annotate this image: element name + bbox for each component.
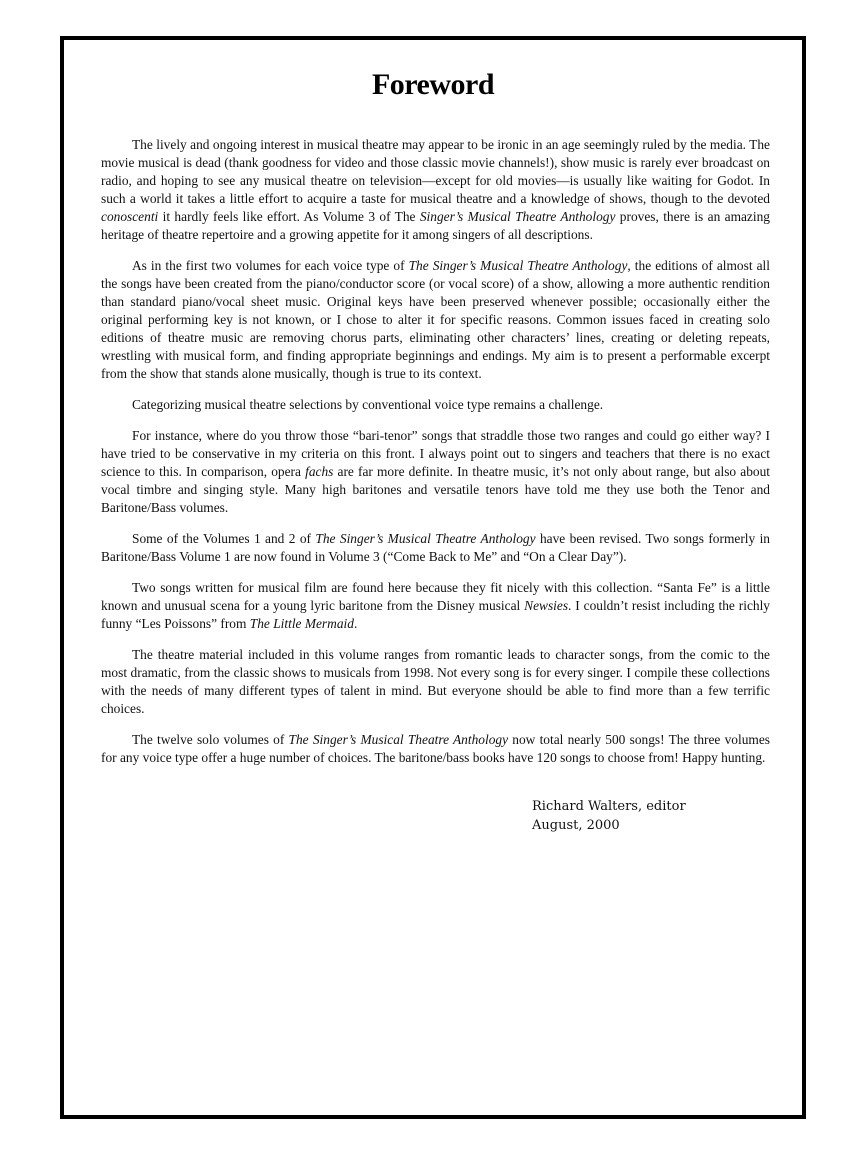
italic-text: Singer’s Musical Theatre Anthology: [419, 209, 616, 224]
page-title: Foreword: [371, 68, 495, 101]
text-run: it hardly feels like effort. As Volume 3 of The: [158, 209, 420, 224]
signature-name: Richard Walters, editor: [532, 799, 686, 814]
foreword-body: [101, 136, 770, 767]
text-run: The theatre material included in this volume ranges from romantic leads to character songs, from the comic to the most dramatic, from the classic shows to musicals from 1998. Not every song is for every singer. I compile these collections with the needs of many different types of talent in mind. But everyone should be able to find more than a few terrific choices.: [101, 647, 770, 716]
italic-text: The Singer’s Musical Theatre Anthology: [408, 258, 628, 273]
italic-text: The Little Mermaid: [249, 616, 354, 631]
paragraph: [101, 731, 770, 767]
italic-text: conoscenti: [101, 209, 159, 224]
paragraph: [101, 396, 770, 414]
italic-text: The Singer’s Musical Theatre Anthology: [288, 732, 509, 747]
text-run: now total nearly 500 songs! The three volumes for any voice type offer a huge number of choices. The baritone/bass books have 120 songs to choose from! Happy hunting.: [101, 732, 770, 765]
text-run: are far more definite. In theatre music, it’s not only about range, but also about vocal timbre and singing style. Many high baritones and versatile tenors have told me they use both the Tenor and Baritone/Bass volumes.: [101, 464, 770, 515]
text-run: As in the first two volumes for each voice type of: [132, 258, 409, 273]
text-run: .: [353, 616, 358, 631]
text-run: The twelve solo volumes of: [132, 732, 289, 747]
signature-block: [532, 797, 686, 835]
text-run: For instance, where do you throw those “bari-tenor” songs that straddle those two ranges and could go either way? I have tried to be conservative in my criteria on this front. I always point out to singers and teachers that there is no exact science to this. In comparison, opera: [101, 428, 770, 479]
paragraph: [101, 646, 770, 718]
text-run: , the editions of almost all the songs have been created from the piano/conductor score (or vocal score) of a show, allowing a more authentic rendition than standard piano/vocal sheet music. Original keys have been preserved whenever possible; occasionally either the original performing key is not known, or I chose to alter it for specific reasons. Common issues faced in creating solo editions of theatre music are removing chorus parts, eliminating other characters’ lines, creating or deleting repeats, wrestling with musical form, and finding appropriate beginnings and endings. My aim is to present a performable excerpt from the show that stands alone musically, though is true to its context.: [101, 258, 770, 381]
paragraph: [101, 427, 770, 517]
text-run: . I couldn’t resist including the richly funny “Les Poissons” from: [101, 598, 770, 631]
page-border: [60, 36, 806, 1119]
text-run: Categorizing musical theatre selections by conventional voice type remains a challenge.: [132, 397, 604, 412]
text-run: have been revised. Two songs formerly in Baritone/Bass Volume 1 are now found in Volume 3 (“Come Back to Me” and “On a Clear Day”).: [101, 531, 770, 564]
italic-text: The Singer’s Musical Theatre Anthology: [315, 531, 536, 546]
italic-text: Newsies: [524, 598, 569, 613]
text-run: proves, there is an amazing heritage of theatre repertoire and a growing appetite for it among singers of all descriptions.: [101, 209, 770, 242]
paragraph: [101, 530, 770, 566]
text-run: The lively and ongoing interest in musical theatre may appear to be ironic in an age seemingly ruled by the media. The movie musical is dead (thank goodness for video and those classic movie channels!), show music is rarely ever broadcast on radio, and hoping to see any musical theatre on television—except for old movies—is usually like waiting for Godot. In such a world it takes a little effort to acquire a taste for musical theatre and a knowledge of shows, though to the devoted: [101, 137, 770, 206]
italic-text: fachs: [305, 464, 334, 479]
signature-date: August, 2000: [532, 818, 620, 833]
paragraph: [101, 579, 770, 633]
paragraph: [101, 257, 770, 383]
text-run: Two songs written for musical film are found here because they fit nicely with this collection. “Santa Fe” is a little known and unusual scena for a young lyric baritone from the Disney musical: [101, 580, 770, 613]
text-run: Some of the Volumes 1 and 2 of: [132, 531, 316, 546]
paragraph: [101, 136, 770, 244]
